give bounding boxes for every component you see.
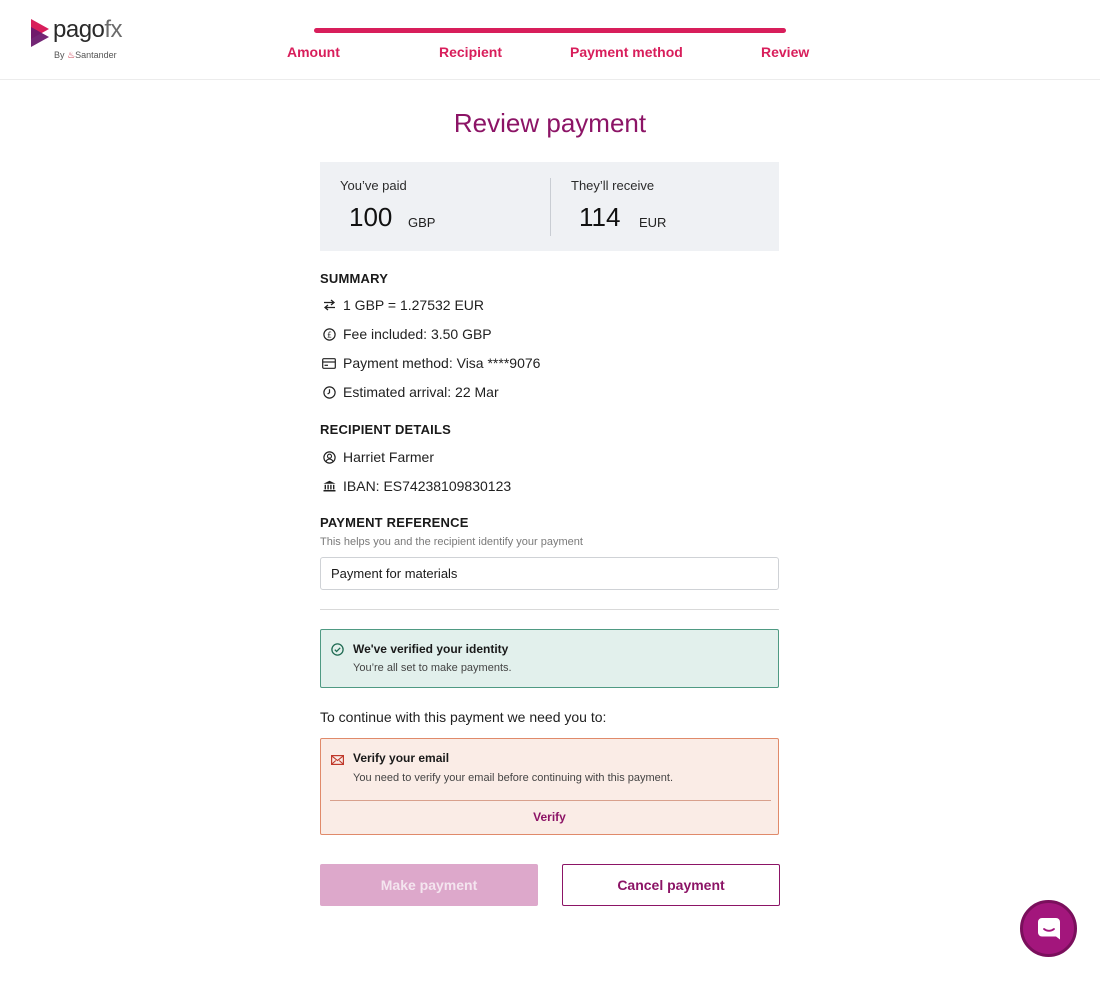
arrival-text: Estimated arrival: 22 Mar (343, 384, 499, 400)
reference-help-text: This helps you and the recipient identify your payment (320, 536, 583, 548)
chat-support-button[interactable] (1020, 900, 1077, 957)
check-circle-icon (331, 643, 344, 661)
clock-icon (322, 385, 336, 399)
cancel-payment-button[interactable]: Cancel payment (562, 864, 780, 906)
payment-method-text: Payment method: Visa ****9076 (343, 355, 541, 371)
receive-value: 114 (579, 202, 621, 232)
receive-currency: EUR (639, 215, 667, 230)
credit-card-icon (322, 356, 336, 370)
summary-heading: SUMMARY (320, 271, 389, 286)
paid-amount (320, 162, 550, 251)
iban-row (322, 478, 511, 494)
verify-email-notice (320, 738, 779, 835)
fee-row (322, 326, 492, 342)
logo-mark-icon (31, 19, 49, 47)
continue-instructions: To continue with this payment we need you to: (320, 709, 607, 725)
pagofx-logo[interactable] (31, 18, 131, 64)
exchange-arrows-icon (322, 298, 336, 312)
recipient-name-row (322, 449, 434, 465)
verified-title: We've verified your identity (353, 642, 509, 656)
recipient-heading: RECIPIENT DETAILS (320, 422, 452, 437)
iban-text: IBAN: ES74238109830123 (343, 478, 512, 494)
verify-email-title: Verify your email (353, 751, 450, 765)
exchange-rate-text: 1 GBP = 1.27532 EUR (343, 297, 484, 313)
verify-email-divider (330, 800, 771, 801)
make-payment-button[interactable]: Make payment (320, 864, 538, 906)
payment-method-row (322, 355, 540, 371)
step-amount[interactable]: Amount (287, 44, 340, 60)
top-header (0, 0, 1100, 80)
reference-heading: PAYMENT REFERENCE (320, 515, 469, 530)
fee-text: Fee included: 3.50 GBP (343, 326, 492, 342)
logo-byline: By ♨Santander (54, 50, 117, 60)
verified-subtitle: You’re all set to make payments. (353, 662, 512, 674)
step-recipient[interactable]: Recipient (439, 44, 503, 60)
step-review[interactable]: Review (761, 44, 810, 60)
svg-text:£: £ (326, 329, 332, 339)
arrival-row (322, 384, 499, 400)
receive-label: They’ll receive (571, 178, 655, 193)
identity-verified-notice (320, 629, 779, 688)
logo-wordmark: pagofx (53, 16, 123, 43)
chat-bubble-icon (1035, 915, 1063, 943)
recipient-name: Harriet Farmer (343, 449, 435, 465)
paid-value: 100 (349, 202, 393, 232)
verify-email-subtitle: You need to verify your email before continuing with this payment. (353, 772, 673, 784)
receive-amount (550, 178, 779, 236)
paid-currency: GBP (408, 215, 436, 230)
step-payment-method[interactable]: Payment method (570, 44, 683, 60)
page-title: Review payment (453, 108, 647, 138)
bank-icon (322, 479, 336, 493)
amount-summary-card (320, 162, 779, 251)
envelope-icon (331, 752, 344, 770)
verify-email-link[interactable]: Verify (533, 810, 566, 824)
payment-reference-input[interactable] (320, 557, 779, 590)
pound-coin-icon (322, 327, 336, 341)
section-divider (320, 609, 779, 610)
paid-label: You’ve paid (340, 178, 407, 193)
exchange-rate-row (322, 297, 484, 313)
progress-bar (314, 28, 786, 33)
user-circle-icon (322, 450, 336, 464)
